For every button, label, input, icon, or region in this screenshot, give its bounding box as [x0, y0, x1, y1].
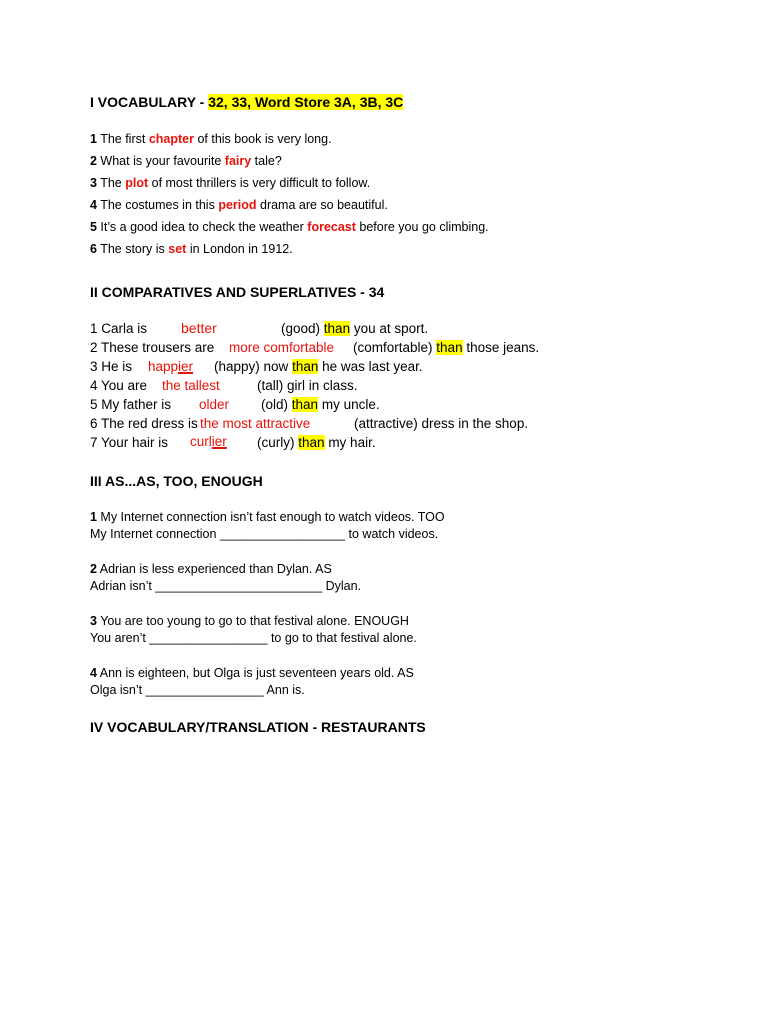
vocab-item-5: [90, 220, 489, 234]
item-text: he was last year.: [322, 359, 423, 374]
answer-suffix: ier: [178, 359, 194, 374]
vocab-item-1: [90, 132, 332, 146]
than-word: than: [291, 397, 319, 412]
section-2-heading: II COMPARATIVES AND SUPERLATIVES - 34: [90, 284, 385, 300]
item-text: The: [96, 176, 126, 190]
item-number: 2: [90, 562, 97, 576]
section-1-pages: 32, 33, Word Store 3A, 3B, 3C: [208, 94, 404, 110]
item-text: my hair.: [328, 435, 376, 450]
item-text: before you go climbing.: [355, 220, 489, 234]
vocab-item-2: [90, 154, 282, 168]
item-text: you at sport.: [353, 321, 429, 336]
comparative-item-2-start: 2 These trousers are: [90, 340, 215, 355]
answer-word: fairy: [224, 154, 252, 168]
item-number: 2: [90, 154, 97, 168]
comparative-item-4-end: (tall) girl in class.: [257, 378, 358, 393]
transform-item-4-answer-line: Olga isn’t _________________ Ann is.: [90, 683, 305, 697]
comparative-item-7-start: 7 Your hair is: [90, 435, 169, 450]
item-text: drama are so beautiful.: [256, 198, 388, 212]
hint-text: (comfortable): [353, 340, 433, 355]
item-text: in London in 1912.: [186, 242, 293, 256]
item-text: tale?: [251, 154, 282, 168]
transform-item-3-prompt: [90, 614, 409, 628]
comparative-item-7-answer: [190, 434, 227, 449]
transform-item-2-answer-line: Adrian isn’t ________________________ Dylan.: [90, 579, 362, 593]
item-text: The costumes in this: [96, 198, 219, 212]
than-word: than: [298, 435, 325, 450]
than-word: than: [323, 321, 351, 336]
comparative-item-6-start: 6 The red dress is: [90, 416, 198, 431]
comparative-item-3-answer: [148, 359, 193, 374]
transform-item-3-answer-line: You aren’t _________________ to go to that festival alone.: [90, 631, 417, 645]
comparative-item-5-start: 5 My father is: [90, 397, 172, 412]
comparative-item-1-start: 1 Carla is: [90, 321, 148, 336]
hint-text: (old): [261, 397, 289, 412]
vocab-item-3: [90, 176, 370, 190]
than-word: than: [436, 340, 463, 355]
comparative-item-3-end: [214, 359, 423, 374]
item-text: What is your favourite: [96, 154, 225, 168]
comparative-item-1-answer: better: [181, 320, 217, 336]
comparative-item-6-answer: the most attractive: [200, 416, 311, 431]
section-4-heading: IV VOCABULARY/TRANSLATION - RESTAURANTS: [90, 719, 426, 735]
comparative-item-2-end: [353, 340, 539, 355]
item-text: of this book is very long.: [193, 132, 332, 146]
item-text: The first: [96, 132, 149, 146]
item-number: 5: [90, 220, 97, 234]
comparative-item-1-end: [281, 321, 428, 336]
than-word: than: [292, 359, 319, 374]
transform-item-1-prompt: [90, 510, 445, 524]
transform-item-4-prompt: [90, 666, 414, 680]
transform-item-2-prompt: [90, 562, 332, 576]
answer-word: plot: [125, 176, 149, 190]
item-text: Adrian is less experienced than Dylan. AS: [96, 562, 332, 576]
section-3-heading: III AS...AS, TOO, ENOUGH: [90, 473, 263, 489]
comparative-item-5-answer: older: [199, 397, 230, 412]
comparative-item-4-answer: the tallest: [162, 378, 220, 393]
item-number: 6: [90, 242, 97, 256]
vocab-item-6: [90, 242, 293, 256]
item-text: You are too young to go to that festival alone. ENOUGH: [96, 614, 409, 628]
item-number: 1: [90, 132, 97, 146]
item-text: My Internet connection isn’t fast enough to watch videos. TOO: [96, 510, 445, 524]
hint-text: (curly): [257, 435, 295, 450]
section-1-title: I VOCABULARY -: [90, 94, 209, 110]
vocab-item-4: [90, 198, 388, 212]
answer-stem: happ: [148, 359, 179, 374]
item-text: It’s a good idea to check the weather: [96, 220, 308, 234]
answer-word: period: [218, 198, 257, 212]
item-number: 4: [90, 198, 97, 212]
answer-word: forecast: [307, 220, 356, 234]
item-text: of most thrillers is very difficult to follow.: [148, 176, 371, 190]
comparative-item-4-start: 4 You are: [90, 378, 148, 393]
comparative-item-2-answer: more comfortable: [229, 340, 335, 355]
item-number: 3: [90, 614, 97, 628]
item-text: The story is: [96, 242, 169, 256]
hint-text: (happy) now: [214, 359, 289, 374]
answer-word: chapter: [148, 132, 194, 146]
comparative-item-3-start: 3 He is: [90, 359, 133, 374]
hint-text: (good): [281, 321, 321, 336]
item-number: 1: [90, 510, 97, 524]
answer-word: set: [168, 242, 187, 256]
comparative-item-7-end: [257, 435, 376, 450]
item-text: my uncle.: [321, 397, 380, 412]
answer-suffix: ier: [211, 434, 227, 449]
comparative-item-5-end: [261, 397, 380, 412]
transform-item-1-answer-line: My Internet connection __________________ to watch videos.: [90, 527, 439, 541]
item-number: 4: [90, 666, 97, 680]
answer-stem: curl: [190, 434, 212, 449]
item-text: Ann is eighteen, but Olga is just seventeen years old. AS: [96, 666, 414, 680]
item-number: 3: [90, 176, 97, 190]
comparative-item-6-end: (attractive) dress in the shop.: [354, 416, 529, 431]
item-text: those jeans.: [466, 340, 540, 355]
section-1-heading: [90, 94, 403, 110]
